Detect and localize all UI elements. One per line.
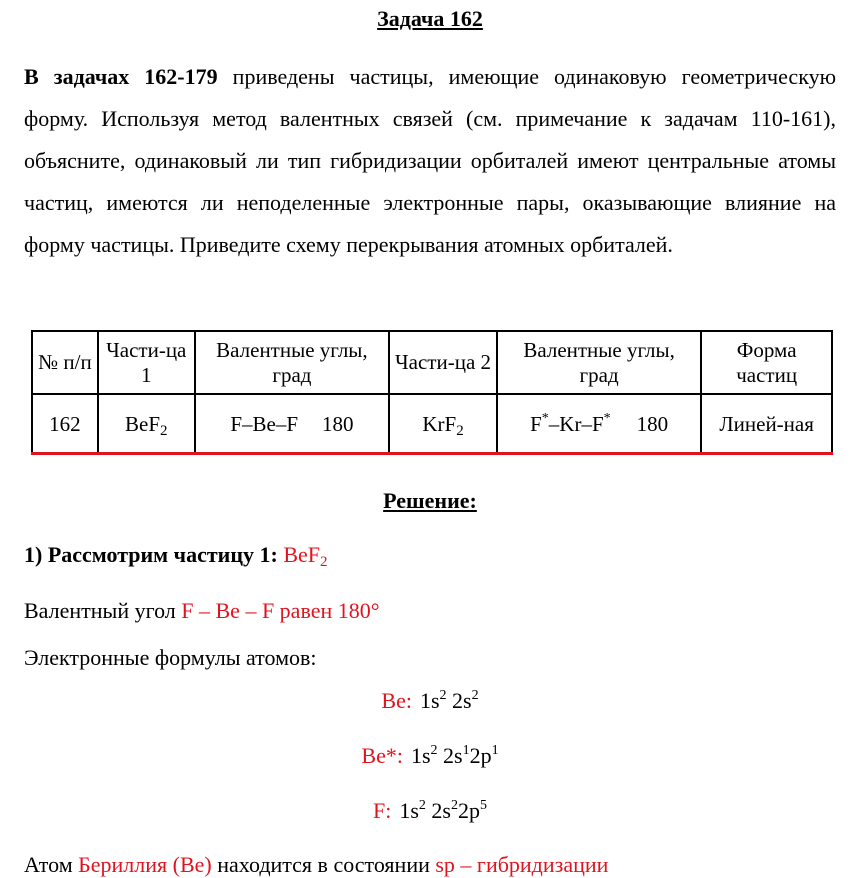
cell-particle-1: BeF$_2$: [98, 394, 195, 454]
table-header-row: [32, 331, 832, 394]
header-angles-2: Валентные углы, град: [497, 331, 701, 394]
task-statement: [24, 56, 836, 266]
cell-particle-2: KrF$_2$: [389, 394, 497, 454]
valence-angle-line: Валентный угол F – Be – F равен 180°: [24, 598, 380, 623]
solution-title: Решение:: [383, 488, 477, 513]
task-text: приведены частицы, имеющие одинаковую геометрическую форму. Используя метод валентных связей (см. примечание к задачам 110-161), объясните, одинаковый ли тип гибридизации орбиталей имеют центральные атомы частиц, имеются ли неподеленные электронные пары, оказывающие влияние на форму частицы. Приведите схему перекрывания атомных орбиталей.: [24, 64, 837, 257]
task-range: В задачах 162-179: [24, 64, 218, 89]
electron-formulas-title: Электронные формулы атомов:: [24, 645, 317, 670]
table-row: [32, 394, 832, 454]
header-shape: Форма частиц: [701, 331, 832, 394]
particle-1-formula: BeF$_2$: [283, 542, 328, 570]
step-1-heading: 1) Рассмотрим частицу 1: BeF$_2$: [24, 542, 328, 570]
formula-f: F: $1s^2$ $2s^22p^5$: [373, 798, 487, 823]
cell-number: 162: [32, 394, 98, 454]
header-particle-1: Части-ца 1: [98, 331, 195, 394]
formula-be: Be: $1s^2$ $2s^2$: [381, 688, 479, 713]
header-number: № п/п: [32, 331, 98, 394]
red-underline: [31, 452, 833, 455]
task-title: Задача 162: [377, 6, 483, 31]
formula-be-excited: Be*: $1s^2$ $2s^12p^1$: [361, 743, 499, 768]
cell-angles-2: F*–Kr–F* 180: [497, 394, 701, 454]
particles-table: [31, 330, 833, 455]
header-angles-1: Валентные углы, град: [195, 331, 389, 394]
hybridization-line: Атом Бериллия (Be) находится в состоянии sp – гибридизации: [24, 852, 609, 877]
cell-angles-1: F–Be–F 180: [195, 394, 389, 454]
cell-shape: Линей-ная: [701, 394, 832, 454]
header-particle-2: Части-ца 2: [389, 331, 497, 394]
